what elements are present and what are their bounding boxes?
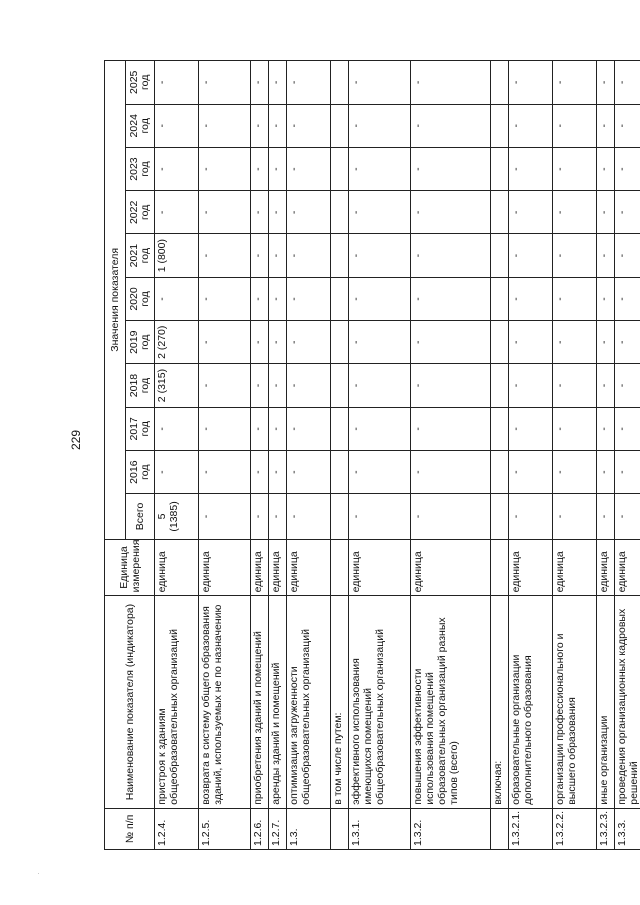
header-year: 2025 год (126, 61, 155, 105)
row-year-value: - (411, 450, 491, 493)
row-number: 1.3.2.3. (597, 808, 615, 849)
row-unit: единица (287, 539, 331, 596)
row-number: 1.2.7. (269, 808, 287, 849)
row-year-value: - (269, 321, 287, 364)
row-year-value: - (349, 104, 411, 147)
row-year-value: - (597, 407, 615, 450)
row-name: включая: (491, 596, 509, 808)
row-year-value: - (251, 407, 269, 450)
row-year-value (491, 104, 509, 147)
table-row (251, 61, 269, 850)
row-number: 1.3.2.1. (509, 808, 553, 849)
row-year-value: - (155, 147, 199, 190)
row-name: повышения эффективности использования помещений образовательных организаций разных типов (всего) (411, 596, 491, 808)
indicator-table (104, 60, 640, 850)
table-body (155, 61, 640, 850)
row-year-value (491, 191, 509, 234)
row-total: - (199, 494, 251, 539)
header-name: Наименование показателя (индикатора) (105, 596, 155, 808)
row-year-value: - (509, 321, 553, 364)
row-year-value: - (615, 104, 640, 147)
row-year-value: - (251, 104, 269, 147)
row-year-value: - (597, 234, 615, 277)
row-total: - (615, 494, 640, 539)
row-year-value: - (251, 191, 269, 234)
row-year-value: - (155, 450, 199, 493)
row-total (331, 494, 349, 539)
row-year-value: - (615, 321, 640, 364)
row-unit: единица (251, 539, 269, 596)
header-year: 2018 год (126, 364, 155, 407)
row-total: 5 (1385) (155, 494, 199, 539)
row-year-value: - (615, 450, 640, 493)
row-year-value: - (349, 321, 411, 364)
row-year-value (331, 104, 349, 147)
row-year-value: - (199, 277, 251, 320)
row-year-value: - (509, 104, 553, 147)
row-year-value: - (251, 364, 269, 407)
header-year: 2022 год (126, 191, 155, 234)
row-name: пристроя к зданиям общеобразовательных организаций (155, 596, 199, 808)
row-year-value: - (287, 61, 331, 105)
row-year-value: - (199, 234, 251, 277)
row-year-value: - (411, 234, 491, 277)
row-year-value: - (615, 147, 640, 190)
row-year-value (491, 450, 509, 493)
row-total: - (411, 494, 491, 539)
row-year-value: - (155, 407, 199, 450)
row-year-value: - (269, 61, 287, 105)
row-year-value: - (269, 364, 287, 407)
row-year-value (331, 321, 349, 364)
row-year-value (331, 234, 349, 277)
row-name: возврата в систему общего образования зданий, используемых не по назначению (199, 596, 251, 808)
row-year-value: - (553, 407, 597, 450)
row-year-value: - (597, 104, 615, 147)
row-year-value: - (287, 364, 331, 407)
row-year-value: - (199, 407, 251, 450)
row-year-value: - (411, 61, 491, 105)
table-row (615, 61, 640, 850)
header-year: 2020 год (126, 277, 155, 320)
header-values-group: Значения показателя (105, 61, 126, 540)
row-year-value (491, 364, 509, 407)
row-year-value: - (411, 104, 491, 147)
row-year-value: - (251, 234, 269, 277)
row-name: оптимизации загруженности общеобразовательных организаций (287, 596, 331, 808)
row-total: - (597, 494, 615, 539)
row-year-value: - (411, 191, 491, 234)
row-total: - (349, 494, 411, 539)
row-number: 1.3.2. (411, 808, 491, 849)
header-year: 2024 год (126, 104, 155, 147)
row-year-value: - (553, 104, 597, 147)
row-year-value (491, 321, 509, 364)
row-unit (491, 539, 509, 596)
row-year-value: - (411, 321, 491, 364)
row-year-value: - (509, 277, 553, 320)
row-year-value: 1 (800) (155, 234, 199, 277)
row-year-value: - (287, 147, 331, 190)
table-row (411, 61, 491, 850)
header-num: № п/п (105, 808, 155, 849)
header-year: 2021 год (126, 234, 155, 277)
row-total: - (287, 494, 331, 539)
header-year: 2023 год (126, 147, 155, 190)
row-year-value: - (615, 364, 640, 407)
row-unit: единица (349, 539, 411, 596)
table-row (509, 61, 553, 850)
row-year-value: - (597, 450, 615, 493)
row-unit: единица (269, 539, 287, 596)
row-year-value (331, 191, 349, 234)
row-year-value: - (349, 147, 411, 190)
header-year: 2019 год (126, 321, 155, 364)
row-year-value: - (349, 191, 411, 234)
row-year-value: - (251, 61, 269, 105)
row-year-value: - (411, 407, 491, 450)
row-year-value (331, 61, 349, 105)
table-row (349, 61, 411, 850)
row-year-value (331, 407, 349, 450)
row-year-value: - (597, 321, 615, 364)
row-year-value (491, 407, 509, 450)
row-year-value: - (269, 147, 287, 190)
row-year-value: - (199, 147, 251, 190)
row-year-value: - (199, 364, 251, 407)
row-year-value: - (509, 61, 553, 105)
row-year-value (331, 147, 349, 190)
row-unit: единица (199, 539, 251, 596)
row-year-value: - (553, 450, 597, 493)
row-year-value: - (349, 450, 411, 493)
table-header-row (105, 61, 126, 850)
row-year-value: - (287, 407, 331, 450)
row-year-value: - (269, 104, 287, 147)
row-number (331, 808, 349, 849)
row-year-value: - (411, 364, 491, 407)
row-year-value: - (509, 407, 553, 450)
row-name: проведения организационных кадровых решений (615, 596, 640, 808)
row-year-value: - (411, 277, 491, 320)
row-year-value (491, 147, 509, 190)
row-year-value (331, 450, 349, 493)
row-year-value (491, 277, 509, 320)
row-year-value: - (615, 191, 640, 234)
row-year-value: - (251, 321, 269, 364)
table-row (491, 61, 509, 850)
row-year-value: - (287, 277, 331, 320)
row-year-value: - (553, 61, 597, 105)
row-year-value: - (553, 277, 597, 320)
row-year-value: - (553, 321, 597, 364)
row-number: 1.3.1. (349, 808, 411, 849)
header-total: Всего (126, 494, 155, 539)
row-name: в том числе путем: (331, 596, 349, 808)
rotated-page (104, 60, 640, 850)
page-number: 229 (69, 429, 83, 451)
table-row (269, 61, 287, 850)
header-year: 2017 год (126, 407, 155, 450)
row-year-value: - (287, 191, 331, 234)
row-year-value: - (509, 191, 553, 234)
row-year-value: - (287, 450, 331, 493)
row-year-value: - (155, 104, 199, 147)
row-year-value: - (597, 191, 615, 234)
row-year-value: - (509, 450, 553, 493)
row-unit: единица (553, 539, 597, 596)
row-year-value: - (269, 450, 287, 493)
row-year-value: - (597, 277, 615, 320)
row-name: иные организации (597, 596, 615, 808)
row-year-value: - (615, 234, 640, 277)
row-unit: единица (411, 539, 491, 596)
row-year-value: - (155, 61, 199, 105)
row-total: - (251, 494, 269, 539)
row-unit: единица (615, 539, 640, 596)
row-total: - (553, 494, 597, 539)
row-unit (331, 539, 349, 596)
row-number: 1.3.3. (615, 808, 640, 849)
row-name: аренды зданий и помещений (269, 596, 287, 808)
row-name: образовательные организации дополнительного образования (509, 596, 553, 808)
row-year-value: - (251, 277, 269, 320)
row-year-value: - (199, 104, 251, 147)
row-year-value: - (597, 61, 615, 105)
row-year-value: - (251, 450, 269, 493)
row-year-value (331, 364, 349, 407)
row-year-value: - (287, 104, 331, 147)
row-year-value: - (597, 147, 615, 190)
table-row (553, 61, 597, 850)
row-number: 1.3.2.2. (553, 808, 597, 849)
page-mark: · (35, 872, 43, 875)
row-year-value (491, 61, 509, 105)
row-year-value: - (269, 277, 287, 320)
row-year-value: - (553, 234, 597, 277)
row-year-value: - (349, 277, 411, 320)
row-year-value: - (349, 364, 411, 407)
row-number: 1.2.4. (155, 808, 199, 849)
row-year-value: - (155, 277, 199, 320)
row-total: - (269, 494, 287, 539)
header-unit: Единица измерения (105, 539, 155, 596)
row-year-value: - (509, 364, 553, 407)
row-year-value: - (615, 61, 640, 105)
table-row (331, 61, 349, 850)
row-year-value: - (597, 364, 615, 407)
row-year-value: - (349, 407, 411, 450)
row-year-value: 2 (270) (155, 321, 199, 364)
row-year-value: - (199, 321, 251, 364)
row-number: 1.3. (287, 808, 331, 849)
row-name: организации профессионального и высшего образования (553, 596, 597, 808)
row-year-value: - (199, 450, 251, 493)
row-year-value: - (411, 147, 491, 190)
table-row (287, 61, 331, 850)
row-number (491, 808, 509, 849)
row-unit: единица (509, 539, 553, 596)
row-name: эффективного использования имеющихся помещений общеобразовательных организаций (349, 596, 411, 808)
row-year-value: - (615, 277, 640, 320)
table-row (155, 61, 199, 850)
row-total (491, 494, 509, 539)
row-year-value: - (553, 147, 597, 190)
row-year-value (331, 277, 349, 320)
table-row (199, 61, 251, 850)
row-year-value: - (509, 147, 553, 190)
row-year-value: - (155, 191, 199, 234)
row-year-value: - (199, 61, 251, 105)
row-year-value: - (287, 234, 331, 277)
row-number: 1.2.6. (251, 808, 269, 849)
header-year: 2016 год (126, 450, 155, 493)
table-row (597, 61, 615, 850)
row-year-value: - (553, 191, 597, 234)
row-year-value: 2 (315) (155, 364, 199, 407)
row-year-value: - (553, 364, 597, 407)
row-year-value: - (199, 191, 251, 234)
row-number: 1.2.5. (199, 808, 251, 849)
row-total: - (509, 494, 553, 539)
row-unit: единица (155, 539, 199, 596)
row-year-value: - (251, 147, 269, 190)
row-year-value: - (349, 61, 411, 105)
row-year-value: - (287, 321, 331, 364)
row-year-value: - (269, 191, 287, 234)
row-year-value: - (269, 407, 287, 450)
row-unit: единица (597, 539, 615, 596)
row-year-value: - (615, 407, 640, 450)
row-year-value: - (269, 234, 287, 277)
row-year-value: - (349, 234, 411, 277)
row-year-value (491, 234, 509, 277)
row-name: приобретения зданий и помещений (251, 596, 269, 808)
row-year-value: - (509, 234, 553, 277)
